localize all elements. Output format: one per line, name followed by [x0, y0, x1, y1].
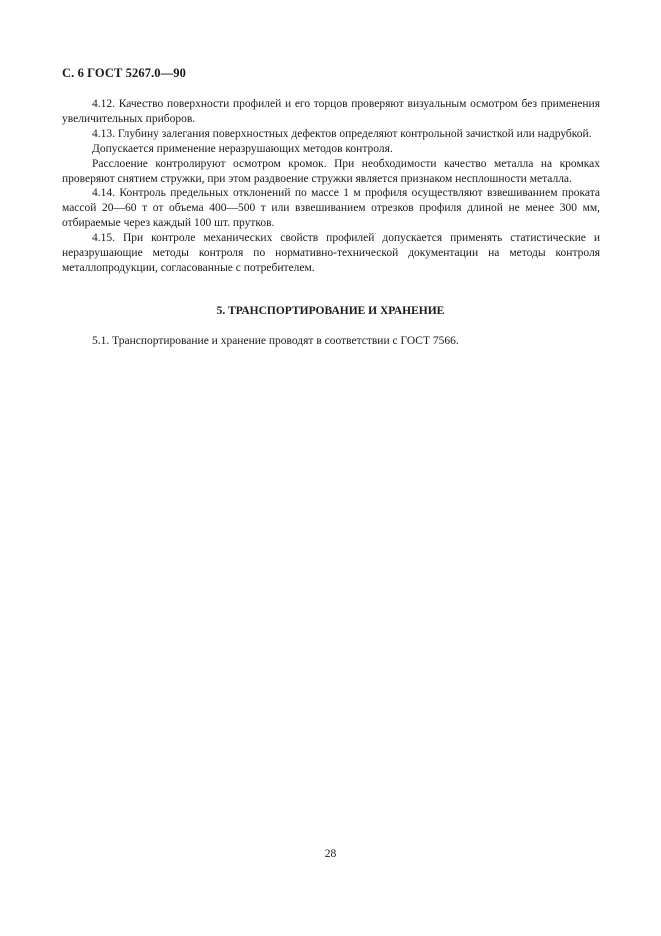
- paragraph-delamination: Расслоение контролируют осмотром кромок. При необходимости качество металла на кромках проверяют снятием стружки, при этом раздвоение стружки является признаком несплошности металла.: [62, 157, 600, 185]
- page-number: 28: [324, 848, 337, 860]
- paragraph-4-13: 4.13. Глубину залегания поверхностных дефектов определяют контрольной зачисткой или надрубкой.: [92, 127, 592, 140]
- paragraph-nondestructive: Допускается применение неразрушающих методов контроля.: [92, 142, 393, 155]
- paragraph-4-15: 4.15. При контроле механических свойств профилей допускается применять статистические и неразрушающие методы контроля по нормативно-технической документации на методы контроля металлопродукции, согласованные с потребителем.: [62, 232, 600, 274]
- paragraph-4-14: 4.14. Контроль предельных отклонений по массе 1 м профиля осуществляют взвешиванием проката массой 20—60 т от объема 400—500 т или взвешиванием отрезков профиля длиной не менее 300 мм, отбираемые через каждый 100 шт. прутков.: [62, 187, 600, 230]
- section-heading: 5. ТРАНСПОРТИРОВАНИЕ И ХРАНЕНИЕ: [216, 305, 445, 317]
- paragraph-4-12: 4.12. Качество поверхности профилей и его торцов проверяют визуальным осмотром без применения увеличительных приборов.: [62, 98, 600, 125]
- paragraph-5-1: 5.1. Транспортирование и хранение проводят в соответствии с ГОСТ 7566.: [92, 335, 459, 347]
- section-4-body: [62, 97, 600, 276]
- document-header: С. 6 ГОСТ 5267.0—90: [62, 66, 186, 80]
- section-5-body: [62, 334, 600, 349]
